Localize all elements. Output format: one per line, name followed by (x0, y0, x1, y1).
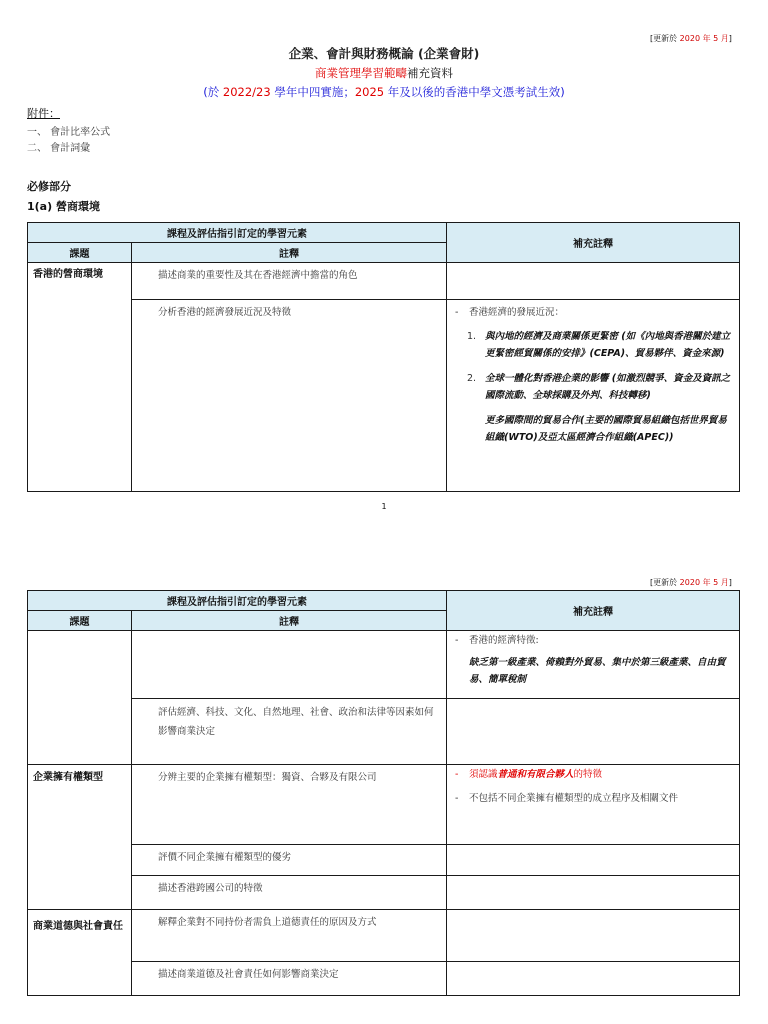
topic-cell (28, 631, 132, 765)
note-cell: 評估經濟、科技、文化、自然地理、社會、政治和法律等因素如何影響商業決定 (132, 699, 447, 765)
topic-cell: 香港的營商環境 (28, 263, 132, 492)
header-learning-elements: 課程及評估指引訂定的學習元素 (28, 223, 447, 243)
note-cell: 分辨主要的企業擁有權類型：獨資、合夥及有限公司 (132, 765, 447, 845)
annex-item: 一、 會計比率公式 (27, 127, 111, 138)
effective-date-line: (於 2022/23 學年中四實施；2025 年及以後的香港中學文憑考試生效) (203, 85, 565, 99)
supplementary-cell (447, 910, 740, 962)
compulsory-heading: 必修部分 (27, 180, 71, 193)
supplementary-cell (447, 876, 740, 910)
update-note: [更新於 2020 年 5 月] (650, 34, 732, 43)
page-number: 1 (381, 502, 387, 511)
supplementary-cell (447, 699, 740, 765)
document-subtitle: 商業管理學習範疇補充資料 (315, 66, 453, 80)
document-title: 企業、會計與財務概論 (企業會財) (288, 46, 480, 61)
header-notes: 註釋 (132, 243, 447, 263)
note-cell: 描述香港跨國公司的特徵 (132, 876, 447, 910)
note-cell: 分析香港的經濟發展近況及特徵 (132, 300, 447, 492)
annex-item: 二、 會計詞彙 (27, 143, 91, 154)
supplementary-cell (447, 845, 740, 876)
update-note: [更新於 2020 年 5 月] (650, 578, 732, 587)
learning-elements-table-continued (27, 590, 740, 996)
note-cell (132, 631, 447, 699)
header-supplementary: 補充註釋 (447, 591, 740, 631)
header-learning-elements: 課程及評估指引訂定的學習元素 (28, 591, 447, 611)
topic-cell: 商業道德與社會責任 (28, 910, 132, 996)
note-cell: 描述商業道德及社會責任如何影響商業決定 (132, 962, 447, 996)
note-cell: 評價不同企業擁有權類型的優劣 (132, 845, 447, 876)
note-cell: 解釋企業對不同持份者需負上道德責任的原因及方式 (132, 910, 447, 962)
header-notes: 註釋 (132, 611, 447, 631)
header-supplementary: 補充註釋 (447, 223, 740, 263)
topic-cell: 企業擁有權類型 (28, 765, 132, 910)
annex-heading: 附件： (27, 107, 60, 120)
supplementary-cell (447, 263, 740, 300)
learning-elements-table (27, 222, 740, 492)
section-heading: 1(a) 營商環境 (27, 200, 100, 213)
supplementary-cell (447, 962, 740, 996)
supplementary-cell: - 香港經濟的發展近況： 1. 與內地的經濟及商業關係更緊密 (如《內地與香港關於建立更緊密經貿關係的安排》(CEPA)、貿易夥伴、資金來源) 2. 全球一體化對香港企業的影響 (如激烈競爭、資金及資訊之國際流動、全球採購及外判、科技轉移) 更多國際間的貿易合作(主要的國際貿易組織包括世界貿易組織(WTO)及亞太區經濟合作組織(APEC)) (447, 300, 740, 492)
supplementary-cell: - 須認識普通和有限合夥人的特徵 - 不包括不同企業擁有權類型的成立程序及相關文件 (447, 765, 740, 845)
supplementary-cell: - 香港的經濟特徵: 缺乏第一級產業、倚賴對外貿易、集中於第三級產業、自由貿易、簡單稅制 (447, 631, 740, 699)
note-cell: 描述商業的重要性及其在香港經濟中擔當的角色 (132, 263, 447, 300)
header-topic: 課題 (28, 243, 132, 263)
header-topic: 課題 (28, 611, 132, 631)
